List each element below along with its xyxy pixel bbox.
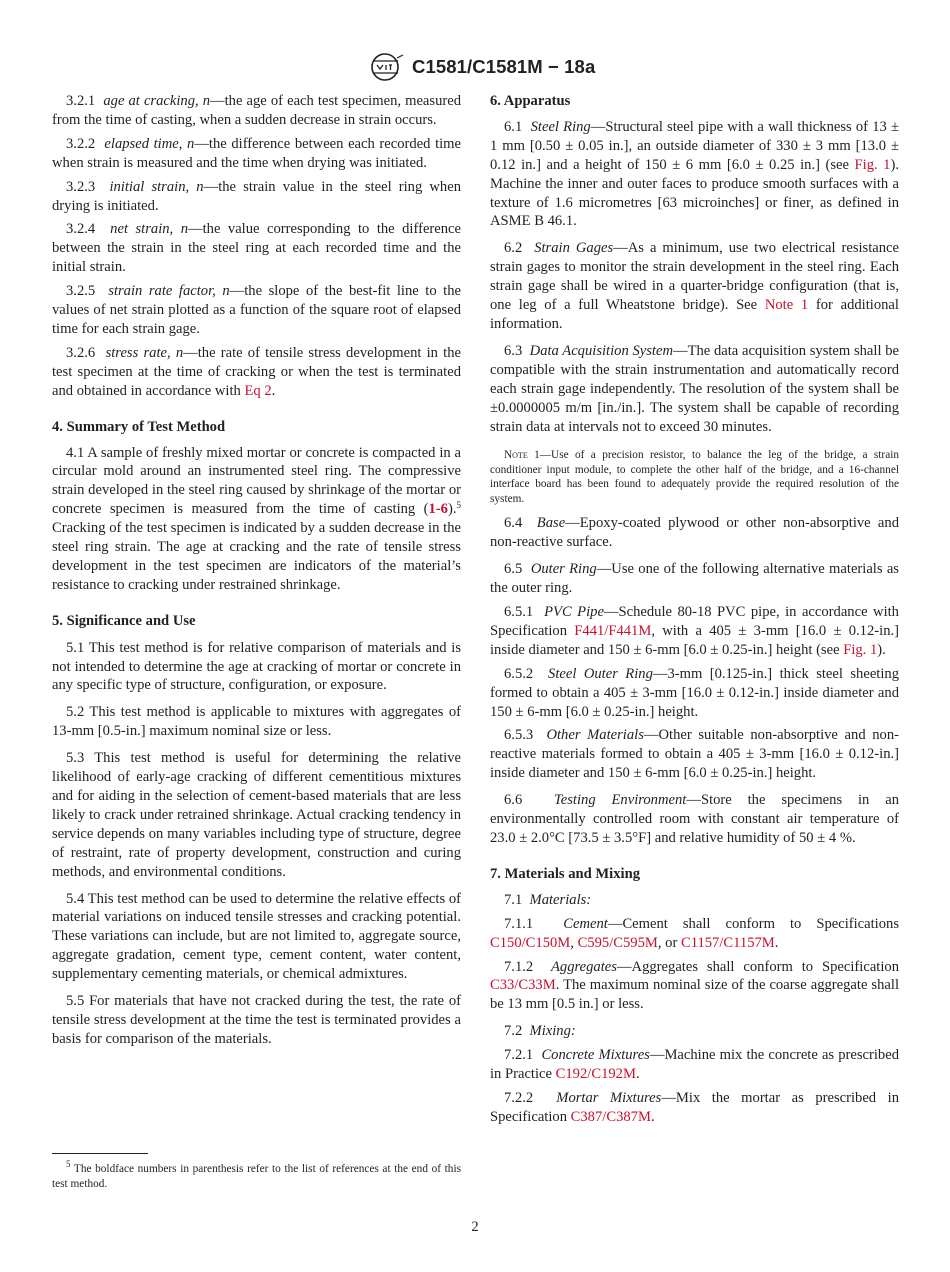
section-7-1: 7.1 Materials: <box>504 891 592 908</box>
footnote: $^5$ The boldface numbers in parenthesis refer to the list of references at the end of this test method. <box>52 1159 461 1190</box>
section-3-2-4: 3.2.4 net strain, n—the value corresponding to the difference between the strain in the steel ring at each recorded time and the initial strain. <box>52 221 462 276</box>
heading-materials: 7. Materials and Mixing <box>490 865 640 882</box>
note-1-link[interactable]: Note 1 <box>764 297 809 314</box>
c1157-link[interactable]: C1157/C1157M <box>680 934 775 951</box>
footnote-marker: 5 <box>456 500 461 511</box>
c33-link[interactable]: C33/C33M <box>490 977 556 994</box>
note-1: Note 1—Use of a precision resistor, to balance the leg of the bridge, a strain conditioner input module, to complete the other half of the bridge, and a 16-channel interface board has been found to adequately provide the required resolution of the system. <box>490 449 899 505</box>
section-6-5-1: 6.5.1 PVC Pipe—Schedule 80-18 PVC pipe, in accordance with Specification F441/F441M, with a 405 ± 3-mm [16.0 ± 0.12-in.] inside diameter and 150 ± 6-mm [6.0 ± 0.25-in.] height (see Fig. 1). <box>490 604 899 658</box>
fig-1-link[interactable]: Fig. 1 <box>854 156 891 173</box>
f441-link[interactable]: F441/F441M <box>574 622 652 639</box>
section-3-2-3: 3.2.3 initial strain, n—the strain value in the steel ring when drying is initiated. <box>52 178 462 214</box>
section-6-6: 6.6 Testing Environment—Store the specimens in an environmentally controlled room with constant air temperature of 23.0 ± 2.0°C [73.5 ± 3.5°F] and relative humidity of 50 ± 4 %. <box>490 792 899 846</box>
c595-link[interactable]: C595/C595M <box>577 934 658 951</box>
left-column <box>52 92 461 1054</box>
heading-summary: 4. Summary of Test Method <box>52 418 226 435</box>
section-7-2-1: 7.2.1 Concrete Mixtures—Machine mix the concrete as prescribed in Practice C192/C192M. <box>490 1047 900 1083</box>
section-6-5-3: 6.5.3 Other Materials—Other suitable non-absorptive and non-reactive materials formed to obtain a 405 ± 3-mm [16.0 ± 0.12-in.] inside diameter and 150 ± 6-mm [6.0 ± 0.25-in.] height. <box>490 727 899 782</box>
section-3-2-5: 3.2.5 strain rate factor, n—the slope of the best-fit line to the values of net strain plotted as a function of the square root of elapsed time for each strain gage. <box>52 283 462 337</box>
section-5-4: 5.4 This test method can be used to determine the relative effects of material variations on induced tensile stresses and cracking potential. These variations can include, but are not limited to, aggregate source, aggregate gradation, cement type, cement content, water content, supplementary cementing materials, or chemical admixtures. <box>52 890 461 983</box>
c387-link[interactable]: C387/C387M <box>570 1108 651 1125</box>
footnote-divider <box>52 1153 148 1154</box>
astm-logo-icon <box>368 52 406 82</box>
heading-significance: 5. Significance and Use <box>52 612 196 629</box>
section-6-5-2: 6.5.2 Steel Outer Ring—3-mm [0.125-in.] thick steel sheeting formed to obtain a 405 ± 3-mm [16.0 ± 0.12-in.] inside diameter and 150 ± 6-mm [6.0 ± 0.25-in.] height. <box>490 665 899 720</box>
section-3-2-6: 3.2.6 stress rate, n—the rate of tensile stress development in the test specimen at the time of cracking or when the test is terminated and obtained in accordance with Eq 2. <box>52 344 461 399</box>
section-3-2-1: 3.2.1 age at cracking, n—the age of each test specimen, measured from the time of casting, when a sudden decrease in strain occurs. <box>52 93 462 128</box>
eq-2-link[interactable]: Eq 2 <box>244 382 272 399</box>
page-header <box>0 52 950 82</box>
section-6-2: 6.2 Strain Gages—As a minimum, use two electrical resistance strain gages to monitor the strain development in the steel ring. Each strain gage shall be wired in a quarter-bridge configuration (that is, one leg of a full Wheatstone bridge). See Note 1 for additional information. <box>490 240 900 332</box>
section-7-2: 7.2 Mixing: <box>504 1023 576 1040</box>
right-column <box>490 92 899 1132</box>
c150-link[interactable]: C150/C150M <box>490 934 571 951</box>
section-6-4: 6.4 Base—Epoxy-coated plywood or other non-absorptive and non-reactive surface. <box>490 515 899 551</box>
section-5-1: 5.1 This test method is for relative comparison of materials and is not intended to determine the age at cracking of mortar or concrete in any specific type of structure, configuration, or exposure. <box>52 639 461 694</box>
fig-1-link[interactable]: Fig. 1 <box>843 641 878 658</box>
section-6-5: 6.5 Outer Ring—Use one of the following alternative materials as the outer ring. <box>490 561 899 597</box>
section-7-1-2: 7.1.2 Aggregates—Aggregates shall conform to Specification C33/C33M. The maximum nominal size of the coarse aggregate shall be 13 mm [0.5 in.] or less. <box>490 958 899 1013</box>
section-5-5: 5.5 For materials that have not cracked during the test, the rate of tensile stress development at the time the test is terminated provides a basis for comparison of the materials. <box>52 993 461 1047</box>
page-number: 2 <box>471 1219 479 1235</box>
section-7-2-2: 7.2.2 Mortar Mixtures—Mix the mortar as prescribed in Specification C387/C387M. <box>490 1089 899 1125</box>
reference-link[interactable]: 1-6 <box>428 501 448 518</box>
section-6-1: 6.1 Steel Ring—Structural steel pipe with a wall thickness of 13 ± 1 mm [0.50 ± 0.05 in.], an outside diameter of 330 ± 3 mm [13.0 ± 0.12 in.] and a height of 150 ± 6 mm [6.0 ± 0.25 in.] (see Fig. 1). Machine the inner and outer faces to produce smooth surfaces with a texture of 1.6 micrometres [63 microinches] or finer, as defined in ASME B 46.1. <box>490 118 900 230</box>
heading-apparatus: 6. Apparatus <box>490 93 571 109</box>
document-id: C1581/C1581M − 18a <box>412 56 596 77</box>
c192-link[interactable]: C192/C192M <box>555 1066 636 1083</box>
section-7-1-1: 7.1.1 Cement—Cement shall conform to Specifications C150/C150M, C595/C595M, or C1157/C1157M. <box>490 915 900 951</box>
section-6-3: 6.3 Data Acquisition System—The data acquisition system shall be compatible with the strain instrumentation and automatically record each strain gage independently. The resolution of the system shall be ±0.0000005 m/m [in./in.]. The system shall be capable of recording strain data at intervals not to exceed 30 minutes. <box>490 342 899 435</box>
section-3-2-2: 3.2.2 elapsed time, n—the difference between each recorded time when strain is measured and the time when drying was initiated. <box>52 135 462 171</box>
section-4-1: 4.1 A sample of freshly mixed mortar or concrete is compacted in a circular mold around an instrumented steel ring. The compressive strain developed in the steel ring caused by shrinkage of the mortar or concrete specimen is measured from the time of casting (1-6).$^5$ Cracking of the test specimen is indicated by a sudden decrease in the steel ring strain. The age at cracking and the rate of tensile stress development in the test specimen are indicators of the material’s resistance to cracking under restrained shrinkage. <box>52 444 461 593</box>
section-5-2: 5.2 This test method is applicable to mixtures with aggregates of 13-mm [0.5-in.] maximum nominal size or less. <box>52 704 461 740</box>
section-5-3: 5.3 This test method is useful for determining the relative likelihood of early-age cracking of different cementitious mixtures and for aiding in the selection of cement-based materials that are less likely to crack under retrained shrinkage. Actual cracking tendency in service depends on many variables including type of structure, degree of restraint, rate of property development, construction and curing methods, and environmental conditions. <box>52 750 461 880</box>
